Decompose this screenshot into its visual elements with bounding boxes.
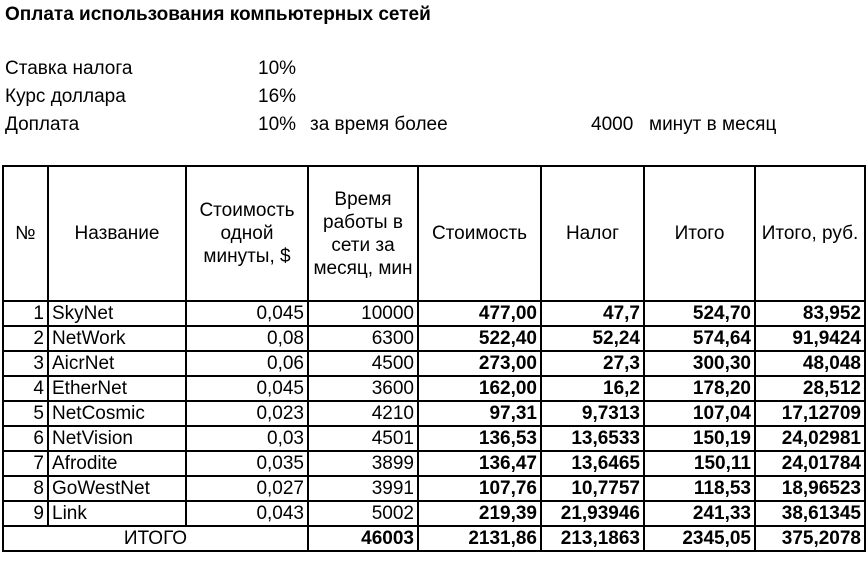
row-price[interactable]: 0,035 <box>186 451 308 476</box>
row-cost[interactable]: 97,31 <box>418 401 541 426</box>
row-cost[interactable]: 522,40 <box>418 326 541 351</box>
row-time[interactable]: 4501 <box>308 426 418 451</box>
row-tax[interactable]: 47,7 <box>541 301 644 326</box>
totals-row <box>3 526 865 551</box>
row-time[interactable]: 6300 <box>308 326 418 351</box>
totals-total-rub[interactable]: 375,2078 <box>755 526 865 551</box>
row-number[interactable]: 6 <box>3 426 48 451</box>
totals-time[interactable]: 46003 <box>308 526 418 551</box>
row-price[interactable]: 0,027 <box>186 476 308 501</box>
row-number[interactable]: 3 <box>3 351 48 376</box>
row-time[interactable]: 5002 <box>308 501 418 526</box>
table-row <box>3 451 865 476</box>
totals-tax[interactable]: 213,1863 <box>541 526 644 551</box>
row-name[interactable]: Link <box>48 501 186 526</box>
row-tax[interactable]: 13,6533 <box>541 426 644 451</box>
row-total[interactable]: 574,64 <box>644 326 755 351</box>
page-title: Оплата использования компьютерных сетей <box>5 4 431 25</box>
row-time[interactable]: 3899 <box>308 451 418 476</box>
row-tax[interactable]: 27,3 <box>541 351 644 376</box>
totals-label[interactable]: ИТОГО <box>3 526 308 551</box>
table-row <box>3 476 865 501</box>
row-cost[interactable]: 136,53 <box>418 426 541 451</box>
network-payment-table <box>2 165 866 552</box>
row-number[interactable]: 2 <box>3 326 48 351</box>
row-name[interactable]: NetCosmic <box>48 401 186 426</box>
row-total[interactable]: 150,19 <box>644 426 755 451</box>
row-price[interactable]: 0,06 <box>186 351 308 376</box>
row-name[interactable]: AicrNet <box>48 351 186 376</box>
table-row <box>3 501 865 526</box>
row-cost[interactable]: 273,00 <box>418 351 541 376</box>
table-row <box>3 376 865 401</box>
table-row <box>3 401 865 426</box>
row-name[interactable]: SkyNet <box>48 301 186 326</box>
header-price-per-minute[interactable]: Стоимость одной минуты, $ <box>186 166 308 301</box>
row-name[interactable]: GoWestNet <box>48 476 186 501</box>
header-number[interactable]: № <box>3 166 48 301</box>
row-total[interactable]: 178,20 <box>644 376 755 401</box>
header-time-online[interactable]: Время работы в сети за месяц, мин <box>308 166 418 301</box>
row-price[interactable]: 0,043 <box>186 501 308 526</box>
row-total-rub[interactable]: 17,12709 <box>755 401 865 426</box>
row-total-rub[interactable]: 24,02981 <box>755 426 865 451</box>
table-row <box>3 301 865 326</box>
row-name[interactable]: Afrodite <box>48 451 186 476</box>
row-price[interactable]: 0,023 <box>186 401 308 426</box>
totals-cost[interactable]: 2131,86 <box>418 526 541 551</box>
header-total-rub[interactable]: Итого, руб. <box>755 166 865 301</box>
tax-rate-value[interactable]: 10% <box>258 58 297 79</box>
surcharge-label: Доплата <box>5 114 80 135</box>
row-price[interactable]: 0,045 <box>186 301 308 326</box>
row-name[interactable]: NetWork <box>48 326 186 351</box>
table-row <box>3 326 865 351</box>
surcharge-condition-text: за время более <box>310 114 448 135</box>
row-cost[interactable]: 219,39 <box>418 501 541 526</box>
row-total-rub[interactable]: 83,952 <box>755 301 865 326</box>
row-number[interactable]: 1 <box>3 301 48 326</box>
header-cost[interactable]: Стоимость <box>418 166 541 301</box>
row-name[interactable]: NetVision <box>48 426 186 451</box>
row-total-rub[interactable]: 28,512 <box>755 376 865 401</box>
tax-rate-label: Ставка налога <box>5 58 133 79</box>
table-row <box>3 426 865 451</box>
row-total[interactable]: 118,53 <box>644 476 755 501</box>
row-tax[interactable]: 21,93946 <box>541 501 644 526</box>
threshold-unit: минут в месяц <box>649 114 777 135</box>
row-total-rub[interactable]: 38,61345 <box>755 501 865 526</box>
row-number[interactable]: 8 <box>3 476 48 501</box>
row-total[interactable]: 524,70 <box>644 301 755 326</box>
row-total-rub[interactable]: 24,01784 <box>755 451 865 476</box>
table-row <box>3 351 865 376</box>
row-tax[interactable]: 9,7313 <box>541 401 644 426</box>
row-tax[interactable]: 16,2 <box>541 376 644 401</box>
row-total-rub[interactable]: 48,048 <box>755 351 865 376</box>
totals-total[interactable]: 2345,05 <box>644 526 755 551</box>
row-total-rub[interactable]: 18,96523 <box>755 476 865 501</box>
exchange-rate-label: Курс доллара <box>5 86 126 107</box>
header-name[interactable]: Название <box>48 166 186 301</box>
row-cost[interactable]: 136,47 <box>418 451 541 476</box>
header-tax[interactable]: Налог <box>541 166 644 301</box>
row-name[interactable]: EtherNet <box>48 376 186 401</box>
row-time[interactable]: 4210 <box>308 401 418 426</box>
row-price[interactable]: 0,03 <box>186 426 308 451</box>
row-total[interactable]: 241,33 <box>644 501 755 526</box>
table-header-row <box>3 166 865 301</box>
row-price[interactable]: 0,045 <box>186 376 308 401</box>
row-time[interactable]: 3600 <box>308 376 418 401</box>
row-number[interactable]: 9 <box>3 501 48 526</box>
row-cost[interactable]: 107,76 <box>418 476 541 501</box>
threshold-value[interactable]: 4000 <box>591 114 634 135</box>
surcharge-value[interactable]: 10% <box>258 114 297 135</box>
row-cost[interactable]: 162,00 <box>418 376 541 401</box>
row-time[interactable]: 10000 <box>308 301 418 326</box>
row-number[interactable]: 5 <box>3 401 48 426</box>
row-tax[interactable]: 13,6465 <box>541 451 644 476</box>
row-time[interactable]: 3991 <box>308 476 418 501</box>
row-number[interactable]: 7 <box>3 451 48 476</box>
row-cost[interactable]: 477,00 <box>418 301 541 326</box>
exchange-rate-value[interactable]: 16% <box>258 86 297 107</box>
header-total[interactable]: Итого <box>644 166 755 301</box>
row-tax[interactable]: 10,7757 <box>541 476 644 501</box>
row-total-rub[interactable]: 91,9424 <box>755 326 865 351</box>
row-price[interactable]: 0,08 <box>186 326 308 351</box>
row-tax[interactable]: 52,24 <box>541 326 644 351</box>
row-total[interactable]: 300,30 <box>644 351 755 376</box>
row-time[interactable]: 4500 <box>308 351 418 376</box>
row-total[interactable]: 107,04 <box>644 401 755 426</box>
row-number[interactable]: 4 <box>3 376 48 401</box>
row-total[interactable]: 150,11 <box>644 451 755 476</box>
